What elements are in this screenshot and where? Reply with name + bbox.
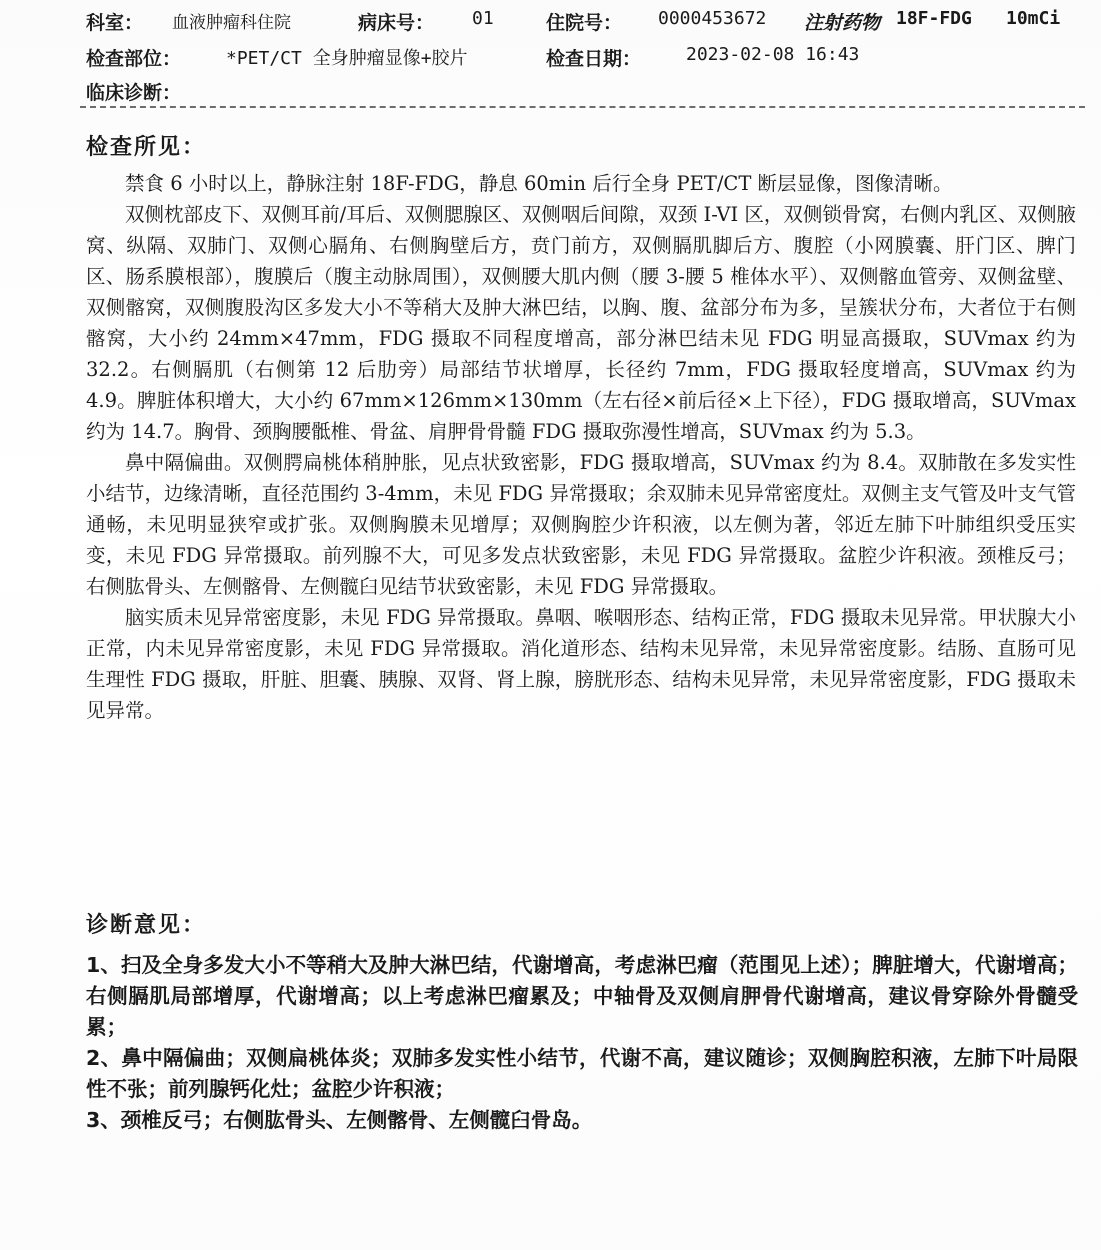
diagnosis-item: 1、扫及全身多发大小不等稍大及肿大淋巴结，代谢增高，考虑淋巴瘤（范围见上述）；脾脏增大，代谢增高；右侧膈肌局部增厚，代谢增高；以上考虑淋巴瘤累及；中轴骨及双侧肩胛骨代谢增高，建议骨穿除外骨髓受累； bbox=[86, 953, 1078, 1039]
department-label: 科室： bbox=[86, 12, 144, 34]
exam-date-value: 2023-02-08 16:43 bbox=[686, 44, 860, 65]
header-divider bbox=[80, 106, 1085, 108]
exam-date-label: 检查日期： bbox=[546, 48, 642, 70]
clinical-diagnosis-label: 临床诊断： bbox=[86, 82, 182, 104]
drug-label: 注射药物 bbox=[804, 12, 881, 34]
exam-part-label: 检查部位： bbox=[86, 48, 182, 70]
diagnosis-item: 3、颈椎反弓；右侧肱骨头、左侧髂骨、左侧髋臼骨岛。 bbox=[86, 1108, 593, 1132]
findings-title: 检查所见： bbox=[86, 135, 207, 160]
department-value: 血液肿瘤科住院 bbox=[172, 13, 291, 33]
exam-part-value: *PET/CT 全身肿瘤显像+胶片 bbox=[226, 48, 468, 69]
diagnosis-body bbox=[86, 950, 1078, 1136]
diagnosis-title: 诊断意见： bbox=[86, 913, 207, 938]
findings-body bbox=[86, 168, 1076, 726]
bed-label: 病床号： bbox=[358, 12, 435, 34]
findings-paragraph: 双侧枕部皮下、双侧耳前/耳后、双侧腮腺区、双侧咽后间隙，双颈 I-VI 区，双侧锁骨窝，右侧内乳区、双侧腋窝、纵隔、双肺门、双侧心膈角、右侧胸壁后方，贲门前方，双侧膈肌脚后方、腹腔（小网膜囊、肝门区、脾门区、肠系膜根部），腹膜后（腹主动脉周围），双侧腰大肌内侧（腰 3-腰 5 椎体水平）、双侧髂血管旁、双侧盆壁、双侧髂窝，双侧腹股沟区多发大小不等稍大及肿大淋巴结，以胸、腹、盆部分布为多，呈簇状分布，大者位于右侧髂窝，大小约 24mm×47mm，FDG 摄取不同程度增高，部分淋巴结未见 FDG 明显高摄取，SUVmax 约为 32.2。右侧膈肌（右侧第 12 后肋旁）局部结节状增厚，长径约 7mm，FDG 摄取轻度增高，SUVmax 约为 4.9。脾脏体积增大，大小约 67mm×126mm×130mm（左右径×前后径×上下径），FDG 摄取增高，SUVmax 约为 14.7。胸骨、颈胸腰骶椎、骨盆、肩胛骨骨髓 FDG 摄取弥漫性增高，SUVmax 约为 5.3。 bbox=[86, 203, 1076, 443]
admission-value: 0000453672 bbox=[658, 8, 767, 29]
drug-value: 18F-FDG bbox=[896, 8, 972, 29]
bed-value: 01 bbox=[472, 8, 494, 29]
dose-value: 10mCi bbox=[1006, 8, 1061, 29]
findings-paragraph: 鼻中隔偏曲。双侧腭扁桃体稍肿胀，见点状致密影，FDG 摄取增高，SUVmax 约为 8.4。双肺散在多发实性小结节，边缘清晰，直径范围约 3-4mm，未见 FDG 异常摄取；余双肺未见异常密度灶。双侧主支气管及叶支气管通畅，未见明显狭窄或扩张。双侧胸膜未见增厚；双侧胸腔少许积液，以左侧为著，邻近左肺下叶肺组织受压实变，未见 FDG 异常摄取。前列腺不大，可见多发点状致密影，未见 FDG 异常摄取。盆腔少许积液。颈椎反弓；右侧肱骨头、左侧髂骨、左侧髋臼见结节状致密影，未见 FDG 异常摄取。 bbox=[86, 451, 1076, 598]
findings-paragraph: 脑实质未见异常密度影，未见 FDG 异常摄取。鼻咽、喉咽形态、结构正常，FDG 摄取未见异常。甲状腺大小正常，内未见异常密度影，未见 FDG 异常摄取。消化道形态、结构未见异常，未见异常密度影。结肠、直肠可见生理性 FDG 摄取，肝脏、胆囊、胰腺、双肾、肾上腺，膀胱形态、结构未见异常，未见异常密度影，FDG 摄取未见异常。 bbox=[86, 606, 1076, 722]
diagnosis-item: 2、鼻中隔偏曲；双侧扁桃体炎；双肺多发实性小结节，代谢不高，建议随诊；双侧胸腔积液，左肺下叶局限性不张；前列腺钙化灶；盆腔少许积液； bbox=[86, 1046, 1078, 1101]
admission-label: 住院号： bbox=[546, 12, 623, 34]
findings-paragraph: 禁食 6 小时以上，静脉注射 18F-FDG，静息 60min 后行全身 PET/CT 断层显像，图像清晰。 bbox=[125, 172, 953, 195]
